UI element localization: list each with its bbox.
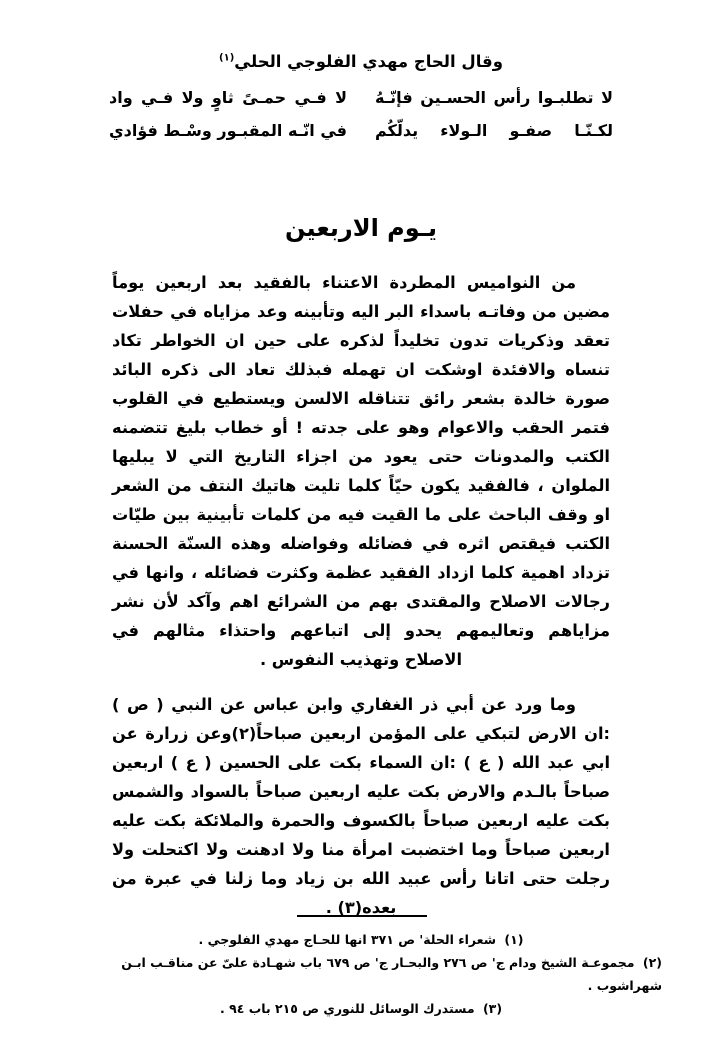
footnote-item xyxy=(60,928,662,951)
poem-attribution-text: وقال الحاج مهدي الفلوجي الحلي xyxy=(234,52,503,71)
poem-hemistich-right: لكـنّـا صفـو الـولاء يدلّكُم xyxy=(375,121,613,140)
footnote-number: (١) xyxy=(504,932,524,947)
poem-hemistich-left: في انّـه المقبـور وسْـط فؤادي xyxy=(109,121,347,140)
footnote-text: مجموعـة الشيخ ودام ج' ص ٢٧٦ والبحـار ج' ص ٦٧٩ باب شهـادة علىّ عن مناقـب ابـن شهراشوب . xyxy=(121,955,662,993)
section-heading: يـوم الاربعين xyxy=(284,214,438,243)
footnote-item xyxy=(60,997,662,1020)
paragraph-1: من النواميس المطردة الاعتناء بالفقيد بعد اربعين يوماً مضين من وفاتـه باسداء البر اليه وتأبينه وعد مزاياه في حفلات تعقد وذكريات تدون تخليداً لذكره على حين ان الخواطر تكاد تنساه والافئدة اوشكت ان تهمله فبذلك تعاد الى ذكره البائد صورة خالدة بشعر رائق تتناقله الالسن ويستطيع في القلوب فتمر الحقب والاعوام وهو على جدته ! أو خطاب بليغ تتضمنه الكتب والمدونات حتى يعود من اجزاء التاريخ التي لا يبليها الملوان ، فالفقيد يكون حيّاً كلما تليت هاتيك النتف من الشعر او وقف الباحث على ما القيت فيه من كلمات تأبينية بين طيّات الكتب فيقتص اثره في فضائله وفواضله وهذه السنّة الحسنة تزداد اهمية كلما ازداد الفقيد عظمة وكثرت فضائله ، وانها في رجالات الاصلاح والمقتدى بهم من الشرائع اهم وآكد لأن نشر مزاياهم وتعاليمهم يحدو إلى اتباعهم واحتذاء مثالهم في الاصلاح وتهذيب النفوس . xyxy=(112,273,610,669)
body-text xyxy=(112,268,610,938)
footnote-number: (٢) xyxy=(642,955,662,970)
poem-verse xyxy=(0,88,722,107)
footnote-separator xyxy=(297,915,427,917)
poem-hemistich-left: لا فـي حمـىً ثاوٍ ولا فـي واد xyxy=(109,88,347,107)
footnote-number: (٣) xyxy=(482,1001,503,1016)
poem-verse xyxy=(0,121,722,140)
poem-block xyxy=(0,88,722,154)
footnote-list xyxy=(60,928,662,1020)
poem-attribution xyxy=(0,52,722,71)
paragraph-2: وما ورد عن أبي ذر الغفاري وابن عباس عن النبي ( ص ) :ان الارض لتبكي على المؤمن اربعين صباحاً(٢)وعن زرارة عن ابي عبد الله ( ع ) :ان السماء بكت على الحسين ( ع ) اربعين صباحاً بالـدم والارض بكت عليه اربعين صباحاً بالسواد والشمس بكت عليه اربعين صباحاً بالكسوف والحمرة والملائكة بكت عليه اربعين صباحاً وما اختضبت امرأة منا ولا ادهنت ولا اكتحلت ولا رجلت حتى اتانا رأس عبيد الله بن زياد وما زلنا في عبرة من بعده(٣) . xyxy=(112,695,610,917)
poem-attribution-footnote-marker: (١) xyxy=(219,52,235,64)
footnote-text: شعراء الحلة' ص ٣٧١ انها للحـاج مهدي الفلوجي . xyxy=(198,932,497,947)
footnote-text: مستدرك الوسائل للنوري ص ٢١٥ باب ٩٤ . xyxy=(219,1001,475,1016)
poem-hemistich-right: لا تطلبـوا رأس الحسـين فإنّـهُ xyxy=(375,88,613,107)
footnote-item xyxy=(60,951,662,997)
